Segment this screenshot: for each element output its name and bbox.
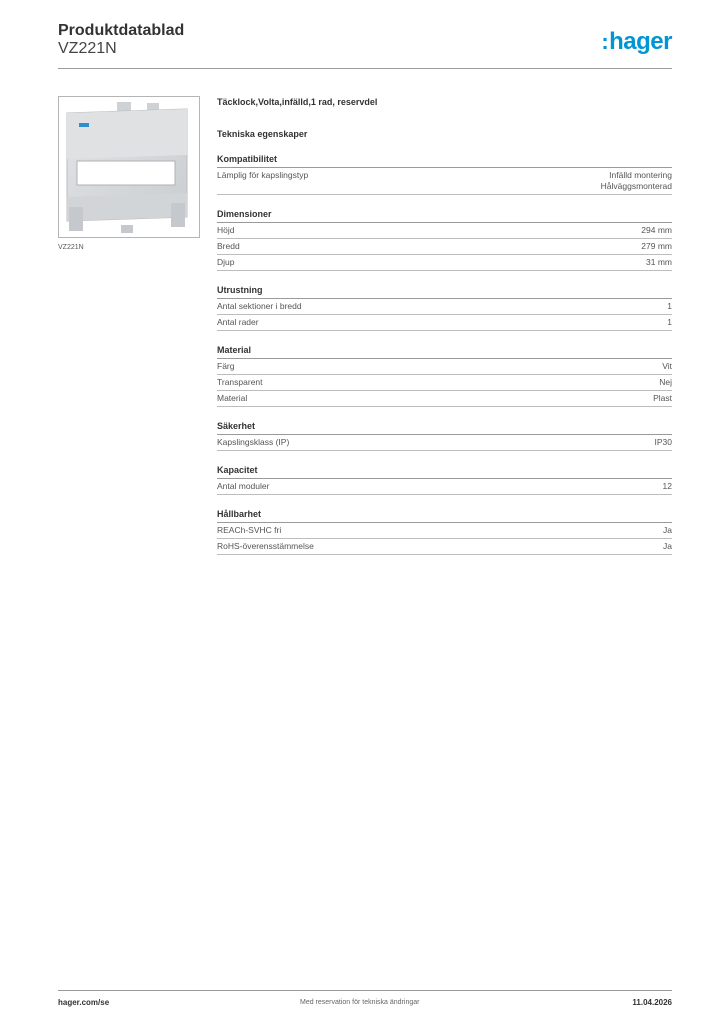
spec-group	[217, 464, 672, 495]
spec-group-title: Utrustning	[217, 284, 672, 299]
spec-group-title: Dimensioner	[217, 208, 672, 223]
spec-value-line: Vit	[662, 361, 672, 371]
spec-value	[667, 301, 672, 312]
spec-value	[646, 257, 672, 268]
spec-row	[217, 223, 672, 239]
spec-label: Lämplig för kapslingstyp	[217, 170, 309, 180]
footer-divider	[58, 990, 672, 991]
spec-value	[662, 361, 672, 372]
spec-value-line: 1	[667, 301, 672, 311]
spec-label: Antal sektioner i bredd	[217, 301, 302, 311]
header-divider	[58, 68, 672, 69]
spec-group-title: Material	[217, 344, 672, 359]
logo-text: hager	[609, 28, 672, 55]
spec-value	[641, 241, 672, 252]
spec-value-line: Ja	[663, 541, 672, 551]
spec-row	[217, 523, 672, 539]
spec-value-line: 279 mm	[641, 241, 672, 251]
document-title: Produktdatablad	[58, 22, 185, 39]
spec-group-title: Hållbarhet	[217, 508, 672, 523]
section-heading: Tekniska egenskaper	[217, 129, 308, 139]
spec-group	[217, 284, 672, 331]
spec-group	[217, 344, 672, 407]
spec-label: Antal moduler	[217, 481, 270, 491]
spec-value	[663, 525, 672, 536]
spec-row	[217, 375, 672, 391]
spec-label: Kapslingsklass (IP)	[217, 437, 290, 447]
spec-group	[217, 420, 672, 451]
spec-value-line: Infälld montering	[609, 170, 672, 180]
spec-label: REACh-SVHC fri	[217, 525, 282, 535]
spec-row	[217, 315, 672, 331]
spec-value	[601, 170, 672, 192]
spec-value	[655, 437, 673, 448]
spec-group-title: Säkerhet	[217, 420, 672, 435]
spec-row	[217, 391, 672, 407]
spec-label: Djup	[217, 257, 235, 267]
spec-value-line: 294 mm	[641, 225, 672, 235]
spec-value-line: 31 mm	[646, 257, 672, 267]
image-caption: VZ221N	[58, 244, 84, 251]
spec-value	[641, 225, 672, 236]
footer-disclaimer: Med reservation för tekniska ändringar	[300, 999, 420, 1006]
cover-plate-illustration-icon	[59, 97, 199, 237]
spec-row	[217, 539, 672, 555]
product-description: Täcklock,Volta,infälld,1 rad, reservdel	[217, 97, 378, 107]
spec-row	[217, 168, 672, 195]
spec-group	[217, 508, 672, 555]
spec-row	[217, 435, 672, 451]
spec-value	[659, 377, 672, 388]
spec-value-line: Nej	[659, 377, 672, 387]
spec-value-line: Plast	[653, 393, 672, 403]
hager-logo	[601, 28, 672, 56]
spec-group	[217, 208, 672, 271]
spec-value-line: IP30	[654, 437, 672, 447]
spec-label: Material	[217, 393, 248, 403]
spec-group-title: Kapacitet	[217, 464, 672, 479]
spec-value	[667, 317, 672, 328]
product-code: VZ221N	[58, 40, 117, 57]
spec-label: Färg	[217, 361, 235, 371]
spec-value-line: 12	[662, 481, 672, 491]
spec-row	[217, 359, 672, 375]
spec-value-line: Ja	[663, 525, 672, 535]
spec-row	[217, 255, 672, 271]
spec-group	[217, 153, 672, 195]
footer-date: 11.04.2026	[632, 998, 672, 1007]
spec-label: Transparent	[217, 377, 263, 387]
spec-value	[653, 393, 672, 404]
spec-label: Höjd	[217, 225, 235, 235]
spec-label: Antal rader	[217, 317, 259, 327]
spec-content	[217, 96, 672, 555]
spec-row	[217, 299, 672, 315]
logo-colon-icon: :	[601, 29, 609, 54]
spec-value-line: Hålväggsmonterad	[600, 181, 672, 191]
spec-group-title: Kompatibilitet	[217, 153, 672, 168]
spec-value	[663, 481, 672, 492]
spec-label: RoHS-överensstämmelse	[217, 541, 314, 551]
spec-row	[217, 239, 672, 255]
footer-website-link[interactable]: hager.com/se	[58, 998, 110, 1007]
spec-value	[663, 541, 672, 552]
spec-groups	[217, 153, 672, 555]
product-image	[58, 96, 200, 238]
spec-row	[217, 479, 672, 495]
spec-label: Bredd	[217, 241, 240, 251]
spec-value-line: 1	[667, 317, 672, 327]
